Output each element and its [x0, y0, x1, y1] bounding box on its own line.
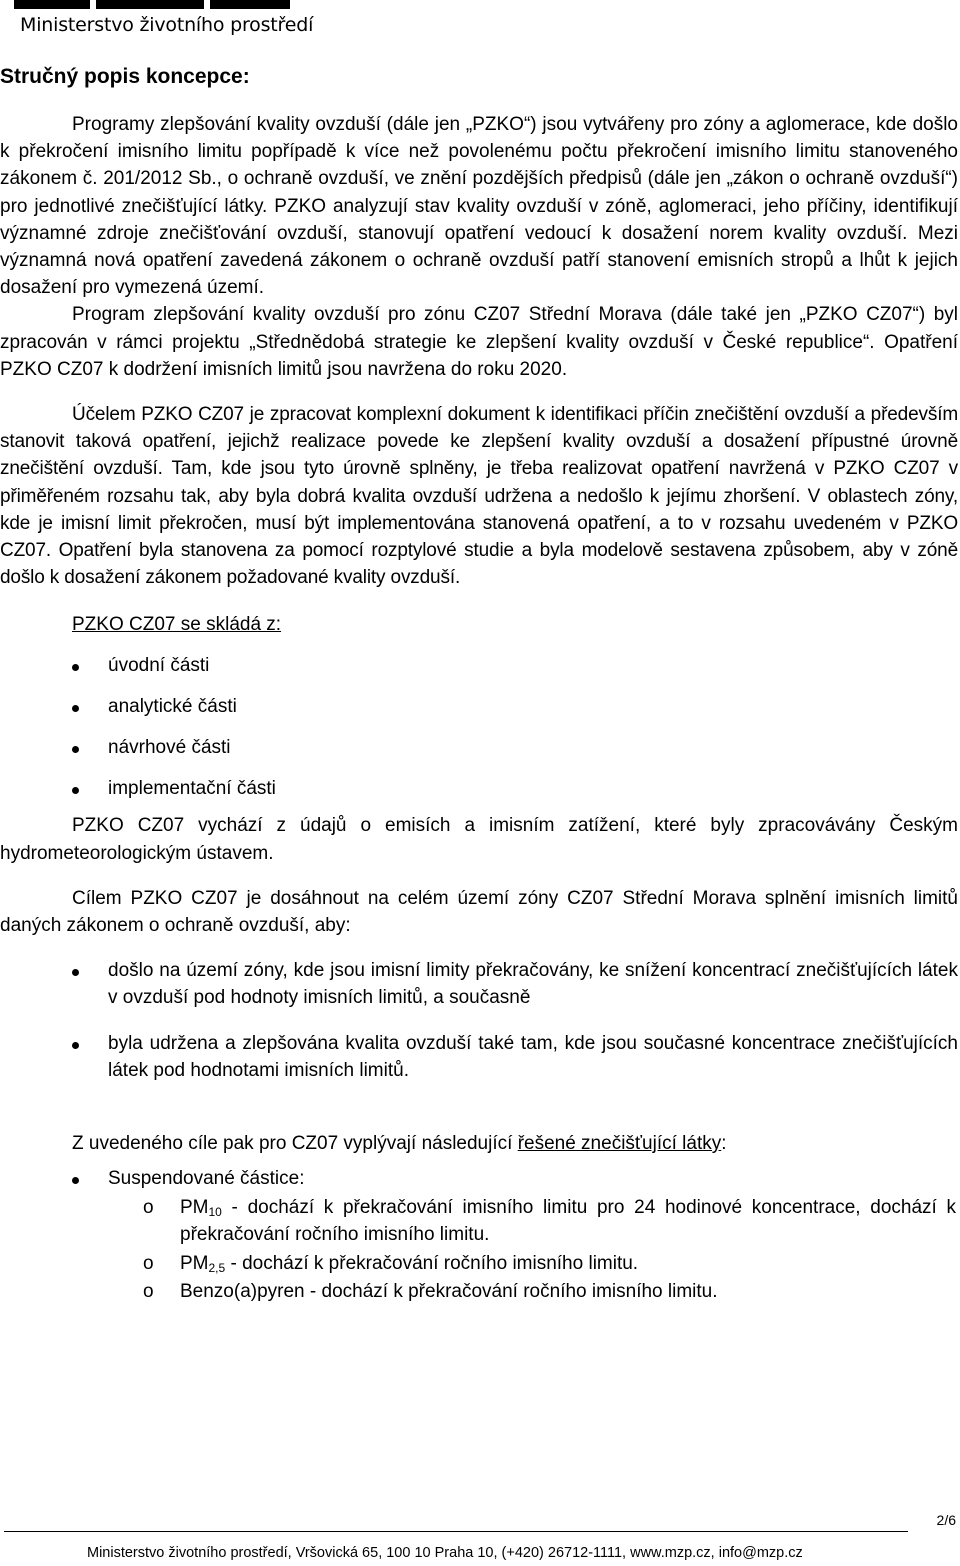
pollutant-text: - dochází k překračování ročního imisního limitu. — [225, 1252, 639, 1274]
pollutant-text: - dochází k překračování ročního imisního limitu. — [304, 1280, 718, 1302]
pollutant-subscript: 10 — [208, 1205, 222, 1220]
parts-heading — [72, 611, 958, 638]
bullet-icon — [72, 1042, 79, 1049]
pollutant-group-list — [0, 1165, 958, 1192]
list-item — [0, 1030, 958, 1084]
list-item-text: úvodní části — [108, 655, 210, 677]
intro-text-continued: PZKO analyzují stav kvality ovzduší v zóně, aglomeraci, jeho příčiny, identifikují významné zdroje znečišťování ovzduší, stanovují opatření vedoucí k dosažení norem kvality ovzduší. Mezi významná nová opatření zavedená zákonem o ochraně ovzduší patří stanovení emisních stropů a lhůt k jejich dosažení pro vymezená území. — [0, 195, 958, 299]
pollutants-intro-suffix: : — [721, 1133, 727, 1155]
circle-bullet: o — [143, 1280, 154, 1302]
list-item-text: analytické části — [108, 696, 237, 718]
bullet-icon — [72, 787, 79, 794]
list-item — [0, 775, 958, 802]
bullet-icon — [72, 746, 79, 753]
list-item-text: byla udržena a zlepšována kvalita ovzduší také tam, kde jsou současné koncentrace znečišťujících látek pod hodnotami imisních limitů. — [108, 1032, 958, 1081]
pollutant-text: - dochází k překračování imisního limitu pro 24 hodinové koncentrace, dochází k překračování ročního imisního limitu. — [180, 1197, 956, 1246]
pollutants-list — [0, 1194, 958, 1305]
bullet-icon — [72, 1177, 79, 1184]
pollutant-item — [0, 1278, 958, 1305]
header-logo-bars — [14, 0, 290, 9]
list-item — [0, 652, 958, 679]
intro-text: Programy zlepšování kvality ovzduší (dále jen „PZKO“) jsou vytvářeny pro zóny a aglomerace, kde došlo k překročení imisního limitu popřípadě k více než povolenému počtu překročení imisního limitu stanoveného zákonem č. 201/2012 Sb., o ochraně ovzduší, ve znění pozdějších předpisů (dále jen „zákon o ochraně ovzduší“) pro jednotlivé znečišťující látky. — [0, 114, 958, 217]
aims-list — [0, 957, 958, 1084]
bullet-icon — [72, 705, 79, 712]
footer-contact: Ministerstvo životního prostředí, Vršovická 65, 100 10 Praha 10, (+420) 26712-1111, www.mzp.cz, info@mzp.cz — [87, 1545, 803, 1561]
circle-bullet: o — [143, 1252, 154, 1274]
pollutant-item — [0, 1250, 958, 1277]
list-item — [0, 957, 958, 1011]
list-item-text: došlo na území zóny, kde jsou imisní limity překračovány, ke snížení koncentrací znečišťujících látek v ovzduší pod hodnoty imisních limitů, a současně — [108, 960, 958, 1009]
paragraph-intro — [0, 111, 958, 301]
paragraph-pollutants-intro — [0, 1130, 958, 1157]
document-body — [0, 64, 958, 1306]
pollutants-intro-underlined: řešené znečišťující látky — [517, 1133, 722, 1155]
pollutant-name: PM — [180, 1252, 209, 1274]
logo-bar — [210, 0, 290, 9]
list-item — [0, 1165, 958, 1192]
ministry-logo: Ministerstvo životního prostředí — [20, 14, 314, 36]
pollutants-intro-prefix: Z uvedeného cíle pak pro CZ07 vyplývají následující — [72, 1133, 518, 1155]
page-number: 2/6 — [936, 1512, 956, 1528]
circle-bullet: o — [143, 1197, 154, 1219]
logo-bar — [96, 0, 204, 9]
bullet-icon — [72, 664, 79, 671]
parts-heading-text: PZKO CZ07 se skládá z: — [72, 614, 282, 636]
list-item-text: návrhové části — [108, 737, 231, 759]
paragraph-program: Program zlepšování kvality ovzduší pro zónu CZ07 Střední Morava (dále také jen „PZKO CZ07“) byl zpracován v rámci projektu „Střednědobá strategie ke zlepšení kvality ovzduší v České republice“. Opatření PZKO CZ07 k dodržení imisních limitů jsou navržena do roku 2020. — [0, 304, 958, 380]
paragraph-purpose: Účelem PZKO CZ07 je zpracovat komplexní dokument k identifikaci příčin znečištění ovzduší a především stanovit taková opatření, jejichž realizace povede ke zlepšení kvality ovzduší a dosažení přípustné úrovně znečištění ovzduší. Tam, kde jsou tyto úrovně splněny, je třeba realizovat opatření navržená v PZKO CZ07 v přiměřeném rozsahu tak, aby byla dobrá kvalita ovzduší udržena a nedošlo k jejímu zhoršení. V oblastech zóny, kde je imisní limit překročen, musí být implementována stanovená opatření, a to v rozsahu uvedeném v PZKO CZ07. Opatření byla stanovena za pomocí rozptylové studie a byla modelově sestavena způsobem, aby v zóně došlo k dosažení zákonem požadované kvality ovzduší. — [0, 404, 958, 589]
pollutant-name: PM — [180, 1197, 209, 1219]
list-item — [0, 693, 958, 720]
paragraph-aim: Cílem PZKO CZ07 je dosáhnout na celém území zóny CZ07 Střední Morava splnění imisních limitů daných zákonem o ochraně ovzduší, aby: — [0, 887, 958, 937]
pollutant-item — [0, 1194, 958, 1248]
bullet-icon — [72, 969, 79, 976]
pollutant-subscript: 2,5 — [208, 1260, 226, 1275]
logo-bar — [14, 0, 90, 9]
footer-divider — [4, 1531, 908, 1532]
parts-list — [0, 652, 958, 802]
pollutant-name: Benzo(a)pyren — [180, 1280, 305, 1302]
section-heading: Stručný popis koncepce: — [0, 65, 250, 88]
list-item-text: implementační části — [108, 778, 276, 800]
list-item-text: Suspendované částice: — [108, 1168, 305, 1190]
paragraph-sources: PZKO CZ07 vychází z údajů o emisích a imisním zatížení, které byly zpracovávány Českým hydrometeorologickým ústavem. — [0, 815, 958, 864]
list-item — [0, 734, 958, 761]
